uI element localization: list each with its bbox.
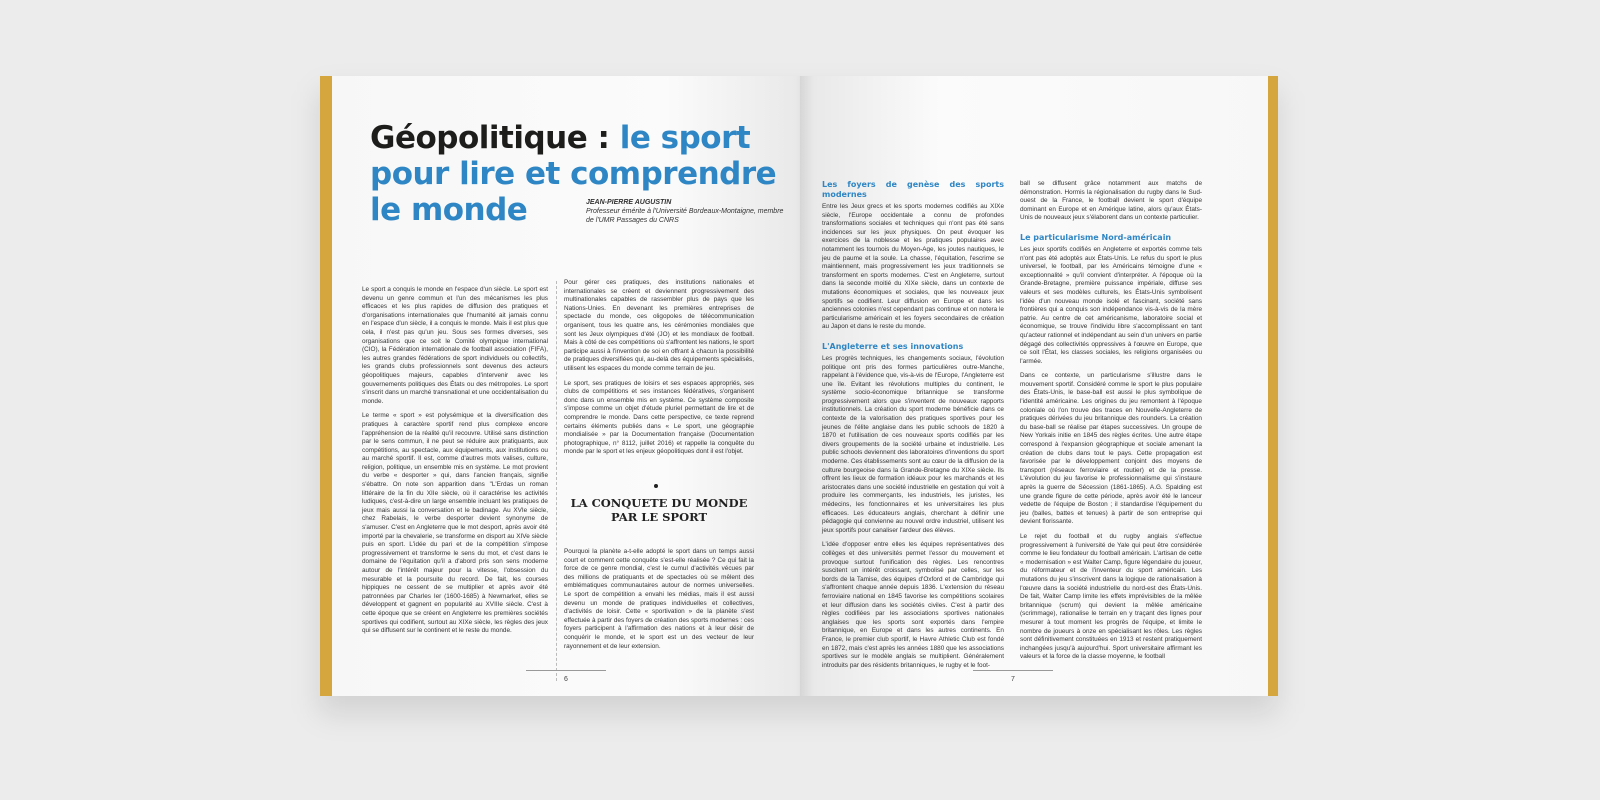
left-column-1 [362,286,548,686]
paragraph: Les jeux sportifs codifiés en Angleterre et exportés comme tels n'ont pas été adoptés aux États-Unis. Le refus du sport le plus universel, le football, par les Américains témoigne d'une « exceptionnalité » qu'il convient d'interpréter. A l'époque où la Grande-Bretagne, première puissance impériale, diffuse ses valeurs et ses modèles culturels, les États-Unis symbolisent l'idée d'un nouveau monde isolé et fascinant, société sans frontières qui a conquis son indépendance vis-à-vis de la mère patrie. Au centre de cet américanisme, laboratoire social et économique, se trouve l'individu libre s'accomplissant en tant qu'acteur rationnel et indépendant au sein d'un univers en partie dégagé des collectivités oppressives à l'œuvre en Europe, que ce soit l'État, les classes sociales, les religions organisées ou l'armée. [1020,245,1202,365]
left-column-2-bottom [564,548,754,688]
left-page [320,76,810,696]
paragraph: L'idée d'opposer entre elles les équipes représentatives des collèges et des universités permet l'essor du mouvement et provoque surtout l'unification des règles. Les rencontres suscitent un intérêt croissant, symbolisé par celles, sur les bords de la Tamise, des équipes d'Oxford et de Cambridge qui s'affrontent chaque année depuis 1836. L'extension du réseau ferroviaire national en 1845 favorise les compétitions scolaires et leur diffusion dans les sociétés civiles. C'est à partir des règles codifiées par les associations sportives nationales anglaises que les sports sont exportés dans l'empire britannique, en Europe et dans les autres continents. En France, le premier club sportif, le Havre Athletic Club est fondé en 1872, mais c'est après les années 1880 que les associations sportives sur le modèle anglais se multiplient. Généralement introduits par des résidents britanniques, le rugby et le foot- [822,541,1004,669]
subheading: Le particularisme Nord-américain [1020,232,1172,242]
paragraph: Le terme « sport » est polysémique et la diversification des pratiques à caractère sportif rend plus complexe encore l'appréhension de la réalité qu'il recouvre. Utilisé sans distinction par le sens commun, il ne peut se réduire aux pratiquants, aux compétitions, au spectacle, aux équipements, aux institutions ou au marché sportif. Il est, comme d'autres mots valises, culture, religion, politique, un ensemble mis en système. Le mot provient du verbe « desporter » qui, dans l'ancien français, signifie s'ébattre. On note son apparition dans "L'Erdas un roman littéraire de la fin du XIIe siècle, où il caractérise les activités ludiques, c'est-à-dire un large ensemble incluant les pratiques de jeux mais aussi la conversation et le badinage. Au XVIe siècle, chez Rabelais, le verbe desporter devient synonyme de s'amuser. C'est en Angleterre que le mot desport, après avoir été importé par la chevalerie, se transforme en disport au XIVe siècle puis en sport. L'idée du pari et de la compétition s'impose progressivement et transforme le sens du mot, et c'est dans le domaine de l'équitation qu'il a d'abord pris son sens moderne autour de l'intérêt majeur pour la vitesse, l'obsession du mesurable et la poursuite du record. De fait, les courses hippiques ne cessent de se multiplier et après avoir été patronnées par Charles Ier (1600-1685) à Newmarket, elles se développent et gagnent en popularité au XVIIIe siècle. C'est à cette époque que se créent en Angleterre les premières sociétés sportives qui codifient, surtout au XIXe siècle, les règles des jeux qui se diffusent sur le continent et le reste du monde. [362,412,548,635]
author-name: JEAN-PIERRE AUGUSTIN [586,199,672,206]
section-title: LA CONQUETE DU MONDE PAR LE SPORT [570,496,748,524]
title-part-blue: le sport pour lire et comprendre le monde [370,120,777,228]
paragraph: Le sport, ses pratiques de loisirs et ses espaces appropriés, ses clubs de compétitions et ses instances fédératives, s'organisent donc dans un ensemble mis en système. Ce système composite s'impose comme un objet d'étude pluriel permettant de lire et de comprendre le monde. Dans cette perspective, ce texte reprend certains éléments publiés dans « Le sport, une géographie mondialisée » par la Documentation française (Documentation photographique, n° 8112, juillet 2016) et rappelle la conquête du monde par le sport et les enjeux géopolitiques dont il est l'objet. [564,379,754,456]
folio-rule [526,670,606,671]
right-column-1 [822,180,1004,669]
title-part-dark: Géopolitique : [370,120,620,156]
paragraph: Entre les Jeux grecs et les sports modernes codifiés au XIXe siècle, l'Europe occidentale a connu de profondes transformations sociales et techniques qui n'ont pas été sans incidences sur les jeux physiques. On peut évoquer les exercices de la noblesse et les pratiques populaires avec notamment les tournois du Moyen-Age, les joutes nautiques, le jeu de paume et la soule. La chasse, l'équitation, l'escrime se maintiennent, mais progressivement les jeux traditionnels se transforment en sports modernes. C'est en Angleterre, surtout dans la seconde moitié du XIXe siècle, dans un contexte de mutations économiques et sociales, que les nouveaux jeux sportifs se codifient. Leur diffusion en Europe et dans les anciennes colonies n'est cependant pas continue et on notera le particularisme américain et les foyers secondaires de création au Japon et dans le reste du monde. [822,203,1004,331]
right-column-2 [1020,180,1202,660]
author-affiliation: Professeur émérite à l'Université Bordeaux-Montaigne, membre de l'UMR Passages du CNRS [586,208,784,224]
section-bullet-icon [654,484,658,488]
paragraph: ball se diffusent grâce notamment aux matchs de démonstration. Hormis la régionalisation du rugby dans le Sud-ouest de la France, le football devient le sport d'équipe dominant en Europe et en Amérique latine, alors qu'aux États-Unis de nouveaux jeux s'élaborent dans un contexte particulier. [1020,180,1202,222]
subheading: L'Angleterre et ses innovations [822,341,964,351]
paragraph: Dans ce contexte, un particularisme s'illustre dans le mouvement sportif. Considéré comme le sport le plus populaire des États-Unis, le base-ball est aussi le plus symbolique de l'identité américaine. Les origines du jeu remontent à l'époque coloniale où l'on trouve des traces en Nouvelle-Angleterre de pratiques dérivées du jeu britannique des rounders. La création du base-ball se réalise par étapes successives. Un groupe de New Yorkais initie en 1845 des règles écrites. Une autre étape correspond à l'expansion géographique et sociale amenant la création de clubs dans tout le pays. Cette propagation est favorisée par le développement conjoint des moyens de transport (réseaux ferroviaire et routier) et de la presse. L'évolution du jeu favorise le professionnalisme qui s'instaure après la guerre de Sécession (1861-1865). A.G. Spalding est une grande figure de cette période, après avoir été le lanceur vedette de l'équipe de Boston ; il standardise l'équipement du jeu (balles, battes et tenues) à partir de son entreprise qui devient florissante. [1020,372,1202,526]
folio-rule [973,670,1053,671]
paragraph: Pourquoi la planète a-t-elle adopté le sport dans un temps aussi court et comment cette conquête s'est-elle réalisée ? Ce qui fait la force de ce genre mondial, c'est le cumul d'activités vécues par des millions de pratiquants et de spectacles où se mêlent des emblématiques communautaires autour de normes universelles. Le sport de compétition a envahi les médias, mais il est aussi devenu un monde de pratiques individuelles et collectives, d'activités de loisir. Cette « sportivation » de la planète s'est effectuée à partir des foyers de création des sports modernes : ces foyers participent à l'affirmation des nations et à leur désir de conquérir le monde, et le sport est un des vecteur de leur rayonnement et de leur extension. [564,548,754,650]
paragraph: Les progrès techniques, les changements sociaux, l'évolution politique ont pris des formes particulières outre-Manche, rappelant à l'évidence que, vis-à-vis de l'Europe, l'Angleterre est une île. Evitant les révolutions multiples du continent, le système socio-économique britannique se transforme progressivement alors que s'inventent de nouveaux rapports institutionnels. La création du sport moderne bénéficie dans ce contexte de la valorisation des pratiques sportives pour les jeunes de l'élite anglaise dans les public schools de 1820 à 1870 et l'utilisation de ces nouveaux sports codifiés par les divers groupements de la société urbaine et industrielle. Les public schools deviennent des laboratoires d'inventions du sport moderne. Ces établissements sont au cœur de la diffusion de la culture bourgeoise dans la Grande-Bretagne du XIXe siècle. Ils offrent les lieux de formation idéaux pour les marchands et les aristocrates dans une société industrielle en gestation qui voit à produire les commerçants, les industriels, les juristes, les médecins, les fonctionnaires et les universitaires les plus efficaces. Les éducateurs anglais, cherchant à définir une pédagogie qui convienne au nouvel ordre industriel, utilisent les jeux sportifs pour canaliser l'ardeur des élèves. [822,354,1004,534]
paragraph: Pour gérer ces pratiques, des institutions nationales et internationales se créent et deviennent progressivement des multinationales capables de rassembler plus de pays que les Nations-Unies. En devenant les premières entreprises de spectacle du monde, ces oligopoles de télécommunication organisent, tous les quatre ans, les cérémonies mondiales que sont les Jeux olympiques d'été (JO) et les mondiaux de football. Mais à côté de ces compétitions où s'affrontent les nations, le sport participe aussi à l'invention de soi en offrant à chacun la possibilité de pratiques diversifiées qui, au-delà des équipements spécialisés, utilisent les espaces du monde comme terrain de jeu. [564,279,754,372]
page-number: 7 [1011,676,1015,683]
page-number: 6 [564,676,568,683]
left-column-2-top [564,279,754,469]
column-divider [556,281,557,681]
subheading: Les foyers de genèse des sports modernes [822,180,1004,199]
paragraph: Le rejet du football et du rugby anglais s'effectue progressivement à l'université de Yale qui peut être considérée comme le lieu fondateur du football américain. L'artisan de cette « modernisation » est Walter Camp, figure légendaire du joueur, du réformateur et de l'inventeur du sport américain. Les mutations du jeu s'inscrivent dans la logique de rationalisation à l'œuvre dans la société industrielle du nord-est des États-Unis. De fait, Walter Camp limite les effets imprévisibles de la mêlée britannique (scrum) qui devient la mêlée américaine (scrimmage), rationalise le terrain en y traçant des lignes pour mesurer à tout moment les progrès de l'équipe, et limite le nombre de joueurs à onze en spécialisant les rôles. Les règles sont définitivement constituées en 1913 et restent pratiquement inchangées jusqu'à aujourd'hui. Sport universitaire affirmant les valeurs et la force de la classe moyenne, le football [1020,532,1202,661]
paragraph: Le sport a conquis le monde en l'espace d'un siècle. Le sport est devenu un genre commun et l'un des mécanismes les plus efficaces et les plus rapides de diffusion des pratiques et d'organisations internationales que l'humanité ait jamais connu en l'espace d'un siècle, il a conquis le monde. Mais il est plus que cela, il n'est pas qu'un jeu. Sous ses formes diverses, ses organisations que ce soit le Comité olympique international (CIO), la Fédération internationale de football association (FIFA), les autres grandes fédérations de sport individuels ou collectifs, les grands clubs professionnels sont devenus des acteurs géopolitiques majeurs, capables d'intervenir avec les gouvernements politiques des États ou des métropoles. Le sport s'inscrit dans un marché transnational et une occidentalisation du monde. [362,286,548,405]
right-page [800,76,1278,696]
byline [586,198,786,225]
